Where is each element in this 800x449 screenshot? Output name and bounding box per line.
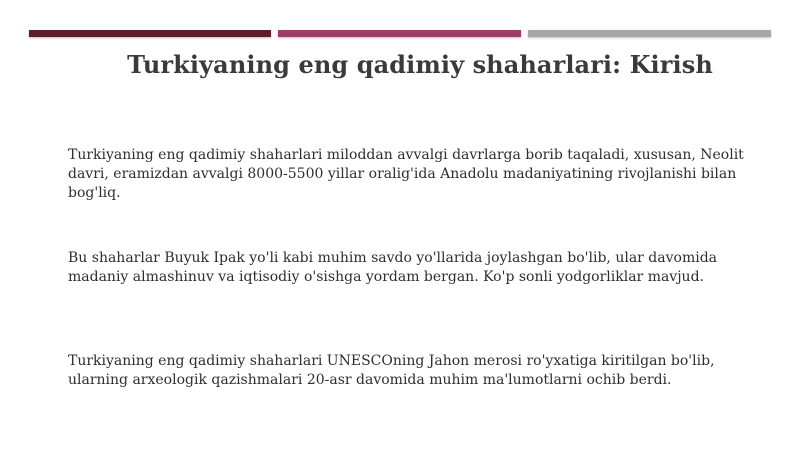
accent-bar-magenta	[278, 30, 521, 37]
paragraph-unesco: Turkiyaning eng qadimiy shaharlari UNESCOning Jahon merosi ro'yxatiga kiritilgan bo'lib, ularning arxeologik qazishmalari 20-asr davomida muhim ma'lumotlarni ochib berdi.	[68, 353, 715, 388]
decorative-top-bars	[29, 30, 771, 37]
accent-bar-dark	[29, 30, 271, 37]
paragraph-intro: Turkiyaning eng qadimiy shaharlari miloddan avvalgi davrlarga borib taqaladi, xususan, Neolit davri, eramizdan avvalgi 8000-5500 yillar oralig'ida Anadolu madaniyatining rivojlanishi bilan bog'liq.	[68, 147, 744, 201]
accent-bar-gray	[528, 30, 771, 37]
paragraph-trade-routes: Bu shaharlar Buyuk Ipak yo'li kabi muhim savdo yo'llarida joylashgan bo'lib, ular davomida madaniy almashinuv va iqtisodiy o'sishga yordam bergan. Ko'p sonli yodgorliklar mavjud.	[68, 250, 718, 285]
slide-title: Turkiyaning eng qadimiy shaharlari: Kirish	[127, 50, 713, 79]
